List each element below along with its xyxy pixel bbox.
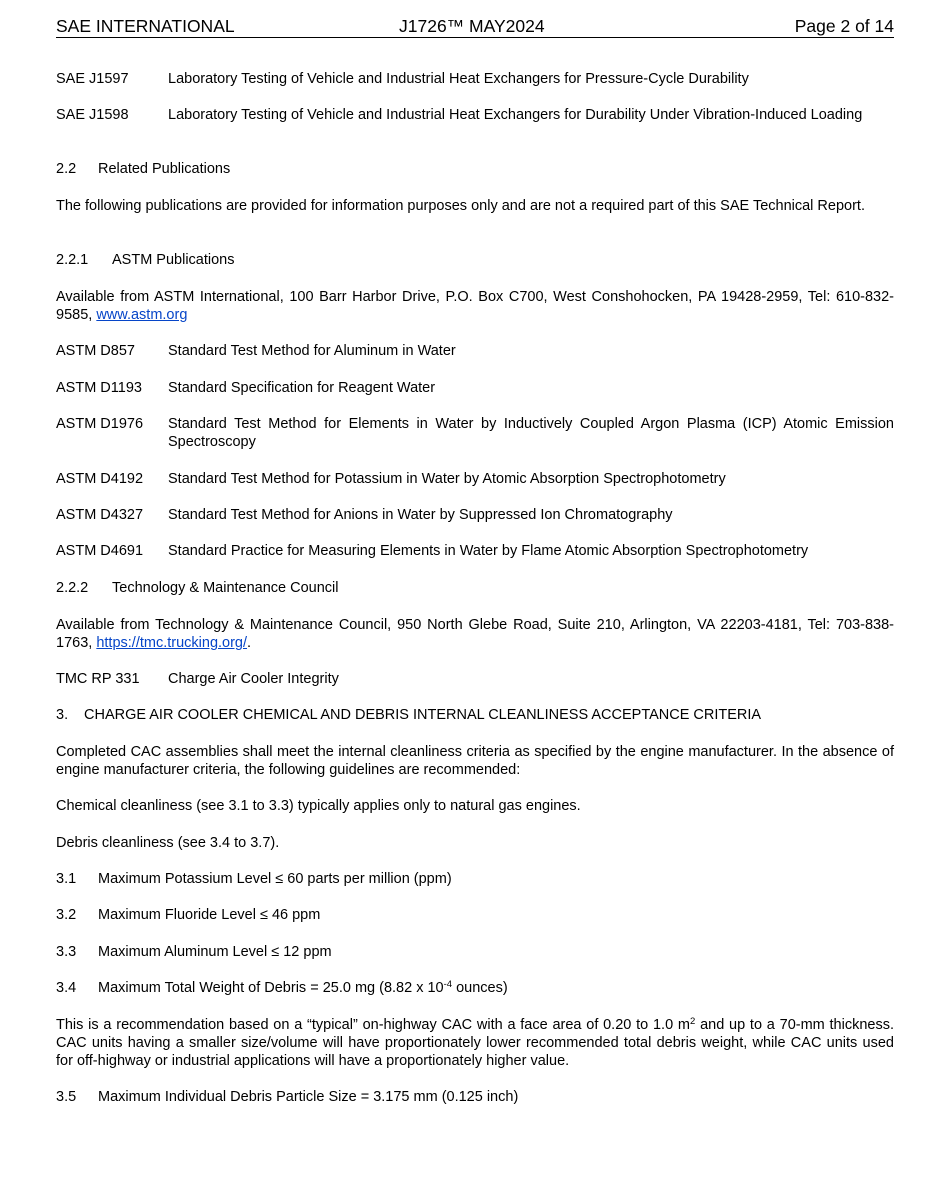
section-title: Related Publications [98,161,231,177]
reference-code: ASTM D857 [56,343,135,359]
section-number: 3. [56,707,69,723]
page-header [56,15,894,38]
section-heading-3 [56,706,894,724]
header-org: SAE INTERNATIONAL [56,16,235,36]
section-number: 2.2.1 [56,252,89,268]
reference-sae-j1598 [56,106,894,124]
section-heading-3-2 [56,906,894,924]
reference-code: ASTM D4691 [56,543,144,559]
header-page-number: Page 2 of 14 [794,16,894,36]
paragraph-astm-availability [56,288,894,324]
paragraph-tmc-availability [56,616,894,652]
paragraph-text-end: and up to a 70-mm thickness. CAC units having a smaller size/volume will have proportionately lower recommended total debris weight, while CAC units used for off-highway or industrial applications will have a proportionately higher value. [56,1017,894,1069]
section-number: 2.2.2 [56,580,89,596]
reference-title: Charge Air Cooler Integrity [168,671,339,687]
tmc-period: . [247,635,252,651]
astm-website-link[interactable]: www.astm.org [96,307,188,323]
section-title: Maximum Fluoride Level ≤ 46 ppm [98,907,321,923]
reference-title: Laboratory Testing of Vehicle and Industrial Heat Exchangers for Durability Under Vibration-Induced Loading [168,107,863,123]
section-number: 3.2 [56,907,77,923]
reference-astm-d4327 [56,506,894,524]
section-heading-2-2 [56,160,894,178]
reference-title: Standard Test Method for Aluminum in Water [168,343,456,359]
section-title: Maximum Total Weight of Debris = 25.0 mg (8.82 x 10 [98,980,444,996]
reference-sae-j1597 [56,70,894,88]
section-heading-3-3 [56,943,894,961]
section-heading-3-5 [56,1088,894,1106]
section-heading-2-2-1 [56,251,894,269]
exponent: 2 [690,1016,696,1027]
reference-code: ASTM D1976 [56,416,144,432]
section-title: Maximum Individual Debris Particle Size = 3.175 mm (0.125 inch) [98,1089,519,1105]
reference-astm-d4691 [56,542,894,560]
section-number: 3.4 [56,980,77,996]
paragraph-text: This is a recommendation based on a “typical” on-highway CAC with a face area of 0.20 to 1.0 m [56,1017,690,1033]
reference-title: Standard Test Method for Potassium in Water by Atomic Absorption Spectrophotometry [168,471,726,487]
paragraph-chemical-cleanliness: Chemical cleanliness (see 3.1 to 3.3) typically applies only to natural gas engines. [56,798,581,814]
section-heading-3-1 [56,870,894,888]
section-title: Technology & Maintenance Council [112,580,339,596]
section-title: Maximum Aluminum Level ≤ 12 ppm [98,944,332,960]
reference-code: ASTM D4192 [56,471,144,487]
reference-code: SAE J1597 [56,71,129,87]
reference-code: SAE J1598 [56,107,129,123]
section-title: ASTM Publications [112,252,235,268]
paragraph-related-publications: The following publications are provided for information purposes only and are not a required part of this SAE Technical Report. [56,198,865,214]
section-title-end: ounces) [452,980,508,996]
reference-code: ASTM D1193 [56,380,142,396]
paragraph-cleanliness-criteria: Completed CAC assemblies shall meet the internal cleanliness criteria as specified by the engine manufacturer. In the absence of engine manufacturer criteria, the following guidelines are recommended: [56,744,894,778]
reference-title: Standard Practice for Measuring Elements in Water by Flame Atomic Absorption Spectrophotometry [168,543,809,559]
tmc-address-text: Available from Technology & Maintenance Council, 950 North Glebe Road, Suite 210, Arlington, VA 22203-4181, Tel: 703-838-1763, [56,617,894,651]
reference-astm-d857 [56,342,894,360]
reference-title: Laboratory Testing of Vehicle and Industrial Heat Exchangers for Pressure-Cycle Durability [168,71,749,87]
section-heading-2-2-2 [56,579,894,597]
section-title: CHARGE AIR COOLER CHEMICAL AND DEBRIS INTERNAL CLEANLINESS ACCEPTANCE CRITERIA [84,707,762,723]
reference-astm-d1193 [56,379,894,397]
reference-title: Standard Specification for Reagent Water [168,380,436,396]
section-number: 3.1 [56,871,77,887]
section-title: Maximum Potassium Level ≤ 60 parts per million (ppm) [98,871,452,887]
tmc-website-link[interactable]: https://tmc.trucking.org/ [96,635,248,651]
paragraph-debris-recommendation [56,1016,894,1070]
reference-astm-d1976 [56,415,894,451]
section-number: 2.2 [56,161,77,177]
section-number: 3.3 [56,944,77,960]
reference-tmc-rp-331 [56,670,894,688]
reference-astm-d4192 [56,470,894,488]
section-number: 3.5 [56,1089,77,1105]
reference-code: TMC RP 331 [56,671,140,687]
paragraph-debris-cleanliness: Debris cleanliness (see 3.4 to 3.7). [56,835,280,851]
reference-code: ASTM D4327 [56,507,144,523]
header-doc-id: J1726™ MAY2024 [399,16,545,36]
exponent: -4 [443,979,453,990]
astm-address-text: Available from ASTM International, 100 Barr Harbor Drive, P.O. Box C700, West Conshohocken, PA 19428-2959, Tel: 610-832-9585, [56,289,894,323]
section-heading-3-4 [56,979,894,997]
reference-title: Standard Test Method for Elements in Water by Inductively Coupled Argon Plasma (ICP) Atomic Emission Spectroscopy [168,416,894,450]
reference-title: Standard Test Method for Anions in Water by Suppressed Ion Chromatography [168,507,673,523]
